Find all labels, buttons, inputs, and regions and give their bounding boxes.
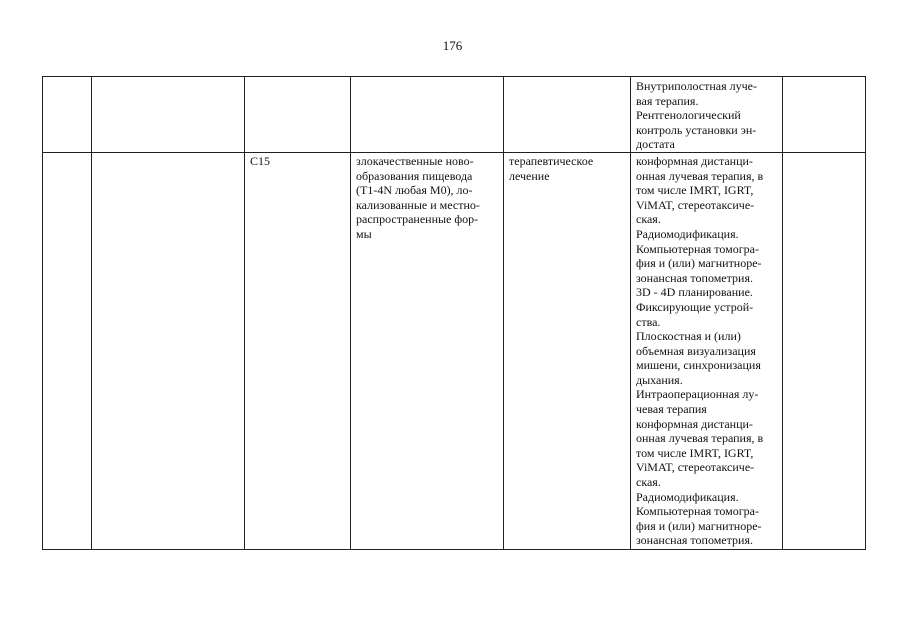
method-line: Радиомодификация.	[636, 226, 739, 241]
page-number: 176	[442, 38, 463, 53]
diagnosis-line: образования пищевода	[356, 168, 473, 183]
method-line: том числе IMRT, IGRT,	[636, 445, 754, 460]
cell-row2-col2	[92, 152, 245, 549]
method-line: ства.	[636, 314, 661, 329]
method-line: онная лучевая терапия, в	[636, 168, 764, 183]
cell-row1-col7	[783, 77, 866, 153]
method-line: Плоскостная и (или)	[636, 329, 741, 344]
method-line: объемная визуализация	[636, 343, 756, 358]
method-line: Внутриполостная луче-	[636, 79, 757, 93]
diagnosis-line: кализованные и местно-	[356, 197, 480, 212]
method-cell	[631, 152, 783, 549]
method-line: том числе IMRT, IGRT,	[636, 183, 754, 198]
method-line: онная лучевая терапия, в	[636, 431, 764, 446]
method-line: фия и (или) магнитноре-	[636, 256, 762, 271]
cell-row2-col1	[43, 152, 92, 549]
method-line: чевая терапия	[636, 402, 707, 417]
method-line: вая терапия.	[636, 93, 699, 108]
method-line: ViMAT, стереотаксиче-	[636, 460, 755, 475]
method-line: 3D - 4D планирование.	[636, 285, 753, 300]
cell-row1-col3	[245, 77, 351, 153]
table-row-c15	[43, 152, 866, 549]
method-line: зонансная топометрия.	[636, 270, 753, 285]
method-line: ская.	[636, 212, 661, 227]
method-line: ская.	[636, 475, 661, 490]
diagnosis-line: (T1-4N любая M0), ло-	[356, 183, 473, 198]
cell-row1-col5	[504, 77, 631, 153]
method-line: контроль установки эн-	[636, 122, 757, 137]
method-line: достата	[636, 137, 675, 152]
method-line: ViMAT, стереотаксиче-	[636, 197, 755, 212]
method-line: дыхания.	[636, 372, 683, 387]
diagnosis-line: распространенные фор-	[356, 212, 479, 227]
diagnosis-line: мы	[356, 226, 372, 241]
medical-care-table	[42, 76, 866, 550]
method-line: Интраоперационная лу-	[636, 387, 759, 402]
cell-row1-method	[631, 77, 783, 153]
cell-row1-col2	[92, 77, 245, 153]
method-line: конформная дистанци-	[636, 416, 753, 431]
method-line: Рентгенологический	[636, 108, 741, 123]
cell-row1-col4	[351, 77, 504, 153]
treatment-type-line: терапевтическое	[509, 153, 594, 168]
method-line: зонансная топометрия.	[636, 533, 753, 548]
cell-row1-col1	[43, 77, 92, 153]
method-line: фия и (или) магнитноре-	[636, 518, 762, 533]
diagnosis-line: злокачественные ново-	[356, 153, 474, 168]
diagnosis-cell	[351, 152, 504, 549]
method-line: Компьютерная томогра-	[636, 241, 760, 256]
treatment-type-cell	[504, 152, 631, 549]
method-line: Компьютерная томогра-	[636, 504, 760, 519]
table-row-continuation	[43, 77, 866, 153]
icd-code: C15	[250, 153, 271, 168]
method-line: Фиксирующие устрой-	[636, 299, 754, 314]
icd-code-cell	[245, 152, 351, 549]
treatment-type-line: лечение	[509, 168, 550, 183]
method-line: мишени, синхронизация	[636, 358, 761, 373]
method-line: Радиомодификация.	[636, 489, 739, 504]
method-line: конформная дистанци-	[636, 153, 753, 168]
cell-row2-col7	[783, 152, 866, 549]
